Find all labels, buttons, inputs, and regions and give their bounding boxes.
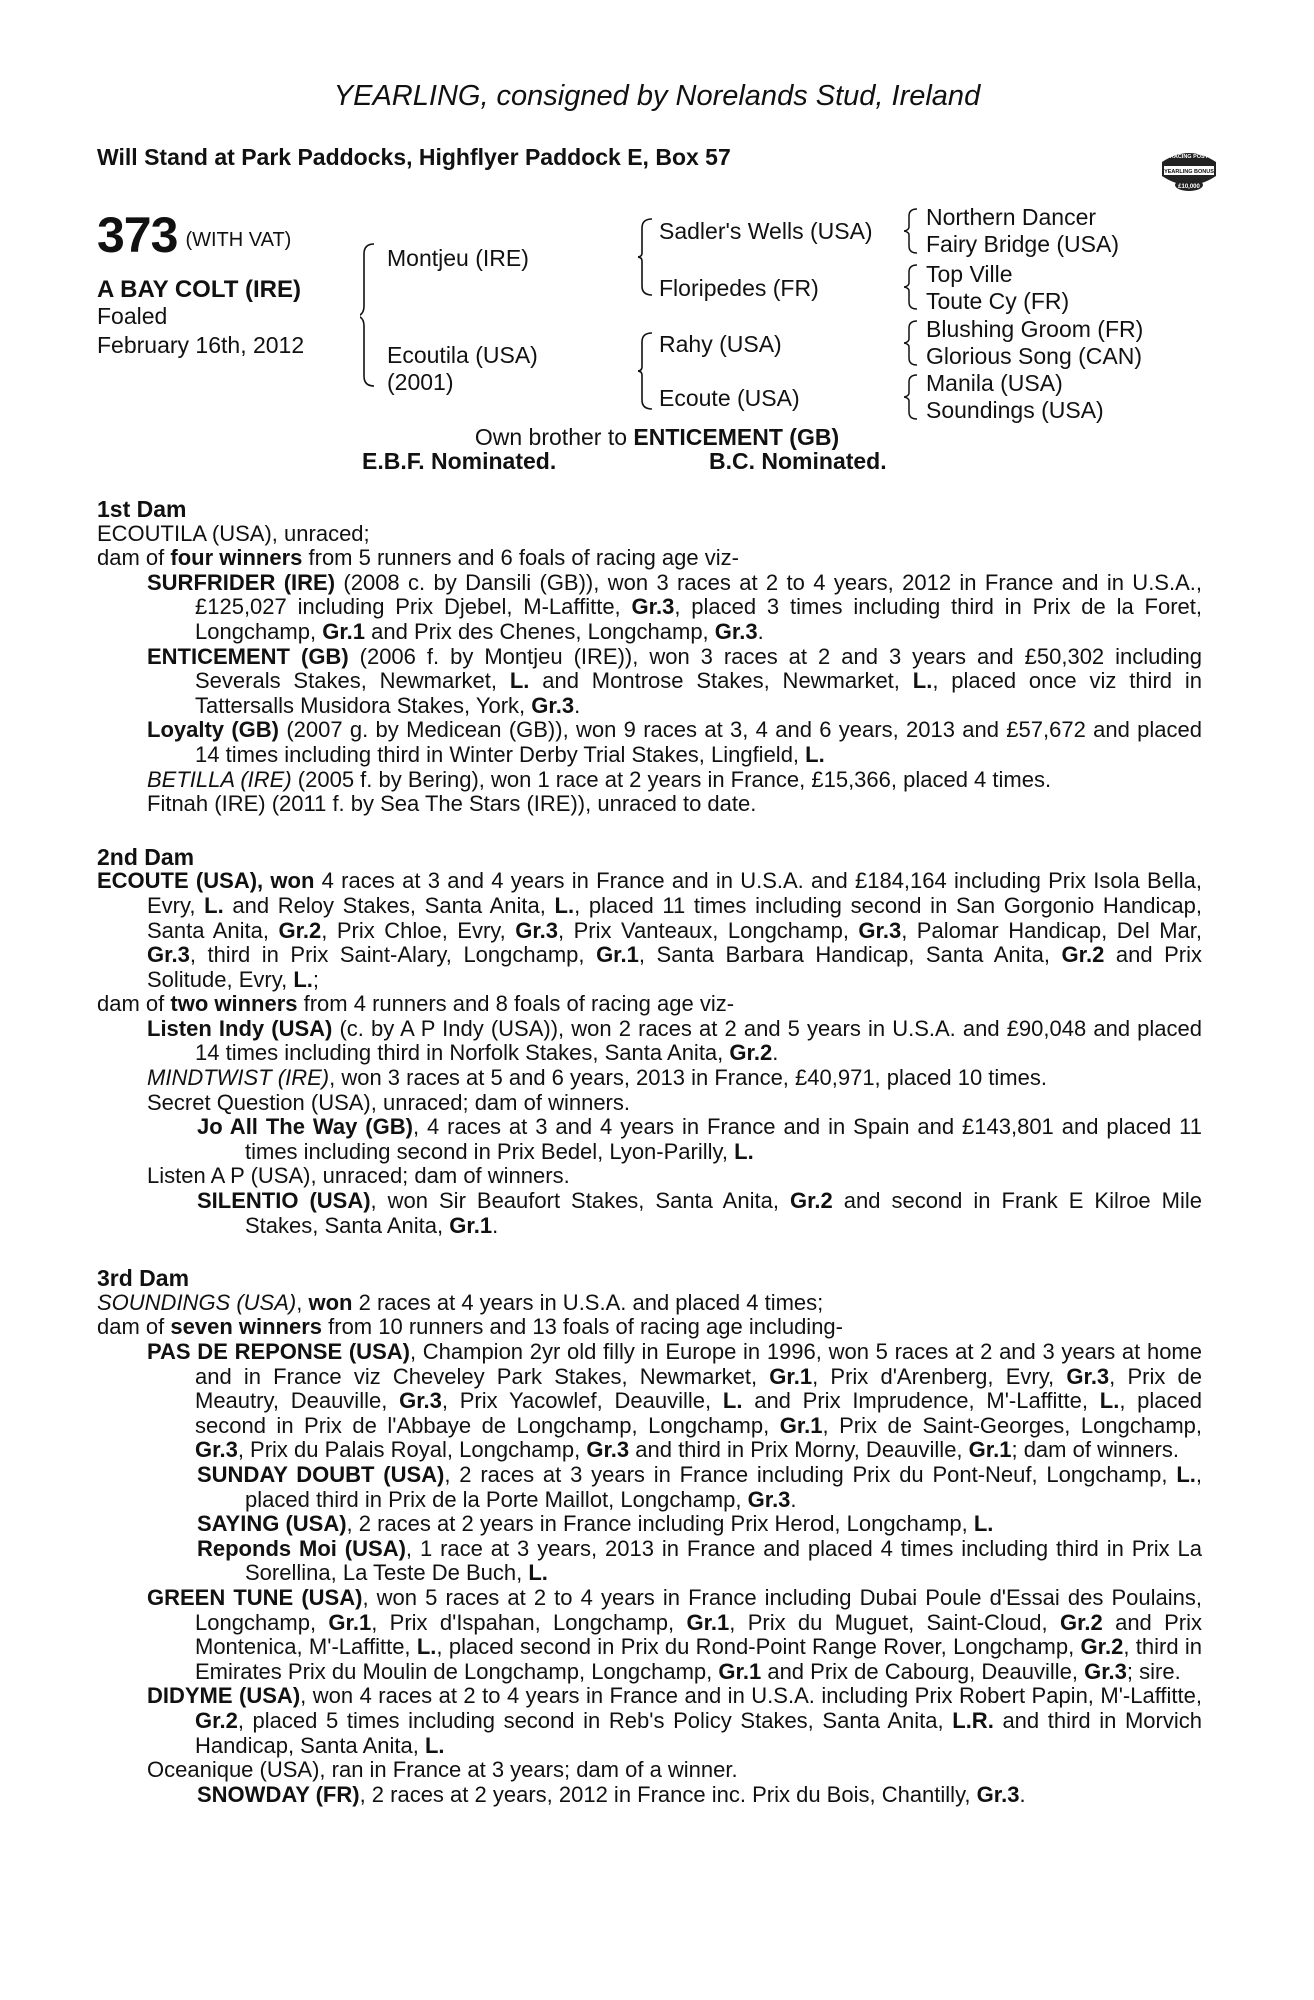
bold-text: Gr.2	[1061, 942, 1105, 968]
vat-note: (WITH VAT)	[185, 229, 292, 251]
entry-text: , Santa Barbara Handicap, Santa Anita,	[638, 942, 1062, 968]
pedigree-entry	[197, 1783, 1202, 1808]
entry-text: Secret Question (USA), unraced; dam of winners.	[147, 1089, 630, 1115]
entry-text: 4 races at 3 and 4 years in France and in U.S.A. and £184,164 including Prix Isola Bella, Evry,	[147, 868, 1202, 918]
dam-sections	[97, 497, 1202, 1807]
entry-text: and Reloy Stakes, Santa Anita,	[223, 892, 555, 918]
entry-text: and Prix des Chenes, Longchamp,	[365, 618, 715, 644]
bold-text: SILENTIO (USA)	[197, 1188, 371, 1214]
entry-text: from 10 runners and 13 foals of racing age including-	[322, 1314, 843, 1340]
bold-text: L.	[204, 892, 224, 918]
pedigree-entry	[147, 768, 1202, 793]
bold-text: L.	[805, 741, 825, 767]
dam-year: (2001)	[387, 369, 454, 395]
entry-text: , Prix d'Arenberg, Evry,	[812, 1363, 1067, 1389]
pedigree-entry	[147, 1017, 1202, 1066]
bold-text: SURFRIDER (IRE)	[147, 569, 336, 595]
bold-text: L.	[912, 668, 933, 694]
entry-text: .	[772, 1040, 779, 1066]
badge-middle-text: YEARLING BONUS	[1164, 169, 1214, 175]
bold-text: SUNDAY DOUBT (USA)	[197, 1461, 445, 1487]
bold-text: Gr.3	[1066, 1363, 1110, 1389]
bracket-generation-1	[360, 240, 380, 390]
entry-text: .	[790, 1486, 797, 1512]
entry-text: , Prix du Muguet, Saint-Cloud,	[729, 1609, 1060, 1635]
pedigree-entry	[197, 1512, 1202, 1537]
entry-text: and Prix Imprudence, M'-Laffitte,	[742, 1388, 1100, 1414]
bold-text: L.	[528, 1560, 548, 1586]
lot-number-line	[97, 206, 291, 264]
bold-text: L.	[509, 668, 530, 694]
entry-text: (c. by A P Indy (USA)), won 2 races at 2 and 5 years in U.S.A. and £90,048 and placed 14 times including third in Norfolk Stakes, Santa Anita,	[195, 1015, 1202, 1066]
badge-top-text: RACING POST	[1169, 154, 1209, 160]
bold-text: Gr.2	[1080, 1634, 1124, 1660]
pedigree-entry	[147, 718, 1202, 767]
entry-text: .	[492, 1212, 499, 1238]
great-grandsire-1: Northern Dancer	[926, 204, 1097, 230]
entry-text: and Prix Montenica, M'-Laffitte,	[195, 1609, 1203, 1660]
entry-text: , 2 races at 3 years in France including Prix du Pont-Neuf, Longchamp,	[444, 1461, 1177, 1487]
entry-text: Oceanique (USA), ran in France at 3 years; dam of a winner.	[147, 1757, 738, 1783]
entry-text: , won Sir Beaufort Stakes, Santa Anita,	[370, 1188, 790, 1214]
entry-text: , placed 11 times including second in San Gorgonio Handicap, Santa Anita,	[147, 892, 1203, 943]
great-grandsire-7: Manila (USA)	[926, 370, 1063, 396]
bold-text: seven winners	[170, 1314, 323, 1340]
entry-text: , Palomar Handicap, Del Mar,	[901, 917, 1202, 943]
sire-dam: Floripedes (FR)	[659, 275, 819, 301]
entry-text: , third in Emirates Prix du Moulin de Longchamp, Longchamp,	[195, 1634, 1202, 1684]
bold-text: L.	[722, 1388, 743, 1414]
bold-text: L.	[1176, 1461, 1196, 1487]
horse-name: A BAY COLT (IRE)	[97, 276, 302, 303]
entry-text: ;	[312, 966, 320, 992]
entry-text: , placed third in Prix de la Porte Maillot, Longchamp,	[245, 1461, 1202, 1512]
pedigree-entry	[197, 1115, 1202, 1164]
bold-text: L.	[416, 1634, 437, 1660]
entry-text: , placed once viz third in Tattersalls Musidora Stakes, York,	[195, 668, 1202, 718]
entry-text: (2008 c. by Dansili (GB)), won 3 races at 2 to 4 years, 2012 in France and in U.S.A., £125,027 including Prix Djebel, M-Laffitte,	[195, 569, 1202, 620]
bold-text: Gr.3	[147, 942, 190, 968]
pedigree-entry	[147, 1091, 1202, 1116]
own-brother-name: ENTICEMENT (GB)	[633, 424, 840, 450]
entry-text: ,	[296, 1289, 309, 1315]
entry-text: , 2 races at 2 years in France including Prix Herod, Longchamp,	[346, 1511, 974, 1537]
entry-text: , placed second in Prix de l'Abbaye de Longchamp, Longchamp,	[195, 1388, 1203, 1438]
pedigree-entry	[147, 1066, 1202, 1091]
great-grandsire-8: Soundings (USA)	[926, 397, 1104, 423]
bold-text: four winners	[170, 545, 303, 571]
sire-sire: Sadler's Wells (USA)	[659, 218, 873, 244]
entry-text: , 1 race at 3 years, 2013 in France and placed 4 times including third in Prix La Sorellina, La Teste De Buch,	[245, 1535, 1202, 1586]
entry-text: , Prix Vanteaux, Longchamp,	[558, 917, 859, 943]
dam-heading: 2nd Dam	[97, 843, 195, 870]
bold-text: Gr.1	[322, 618, 366, 644]
entry-text: , won 4 races at 2 to 4 years in France and in U.S.A. including Prix Robert Papin, M'-Laffitte,	[300, 1683, 1203, 1709]
yearling-bonus-badge	[1158, 142, 1220, 200]
bold-text: L.R.	[952, 1707, 994, 1733]
pedigree-entry	[97, 869, 1202, 992]
bold-text: SNOWDAY (FR)	[197, 1781, 360, 1807]
bold-text: ENTICEMENT (GB)	[147, 643, 349, 669]
bold-text: DIDYME (USA)	[147, 1683, 301, 1709]
entry-text: , placed 3 times including third in Prix de la Foret, Longchamp,	[195, 594, 1202, 644]
pedigree-entry	[197, 1537, 1202, 1586]
foaled-label: Foaled	[97, 303, 168, 329]
italic-text: MINDTWIST (IRE)	[147, 1065, 330, 1091]
bracket-g2	[904, 262, 922, 312]
pedigree-entry	[147, 1164, 1202, 1189]
bold-text: Gr.1	[769, 1363, 813, 1389]
entry-text: , Prix de Meautry, Deauville,	[195, 1363, 1202, 1414]
bold-text: Gr.3	[1084, 1658, 1127, 1684]
entry-text: , Prix d'Ispahan, Longchamp,	[371, 1609, 687, 1635]
bold-text: Gr.1	[596, 942, 639, 968]
entry-text: and third in Prix Morny, Deauville,	[629, 1437, 969, 1463]
dam: Ecoutila (USA)	[387, 342, 538, 368]
bold-text: L.	[424, 1732, 445, 1758]
bold-text: Gr.3	[714, 618, 758, 644]
bold-text: PAS DE REPONSE (USA)	[147, 1339, 410, 1364]
foaled-date: February 16th, 2012	[97, 332, 305, 358]
entry-text: Fitnah (IRE) (2011 f. by Sea The Stars (IRE)), unraced to date.	[147, 791, 757, 817]
pedigree-entry	[147, 1684, 1202, 1758]
bracket-g4	[904, 372, 922, 422]
entry-text: and third in Morvich Handicap, Santa Anita,	[195, 1707, 1202, 1758]
entry-text: and second in Frank E Kilroe Mile Stakes, Santa Anita,	[245, 1188, 1202, 1238]
entry-text: , Prix de Saint-Georges, Longchamp,	[822, 1412, 1202, 1438]
bold-text: L.	[1099, 1388, 1120, 1414]
entry-text: , Prix du Palais Royal, Longchamp,	[237, 1437, 587, 1463]
bold-text: Gr.3	[195, 1437, 238, 1463]
entry-text: and Prix Solitude, Evry,	[147, 942, 1202, 992]
bold-text: Gr.2	[278, 917, 322, 943]
pedigree-entry	[147, 1758, 1202, 1783]
bold-text: SAYING (USA)	[197, 1511, 347, 1537]
entry-text: , placed 5 times including second in Reb's Policy Stakes, Santa Anita,	[237, 1707, 953, 1733]
entry-text: .	[574, 692, 581, 718]
pedigree-entry	[147, 1586, 1202, 1684]
lot-number: 373	[97, 207, 178, 263]
bold-text: Listen Indy (USA)	[147, 1015, 333, 1041]
great-grandsire-4: Toute Cy (FR)	[926, 288, 1070, 314]
entry-text: , won 5 races at 2 to 4 years in France including Dubai Poule d'Essai des Poulains, Longchamp,	[195, 1584, 1202, 1635]
entry-text: dam of	[97, 991, 171, 1017]
dam-sire: Rahy (USA)	[659, 331, 782, 357]
entry-text: dam of	[97, 545, 171, 571]
bold-text: L.	[293, 966, 313, 992]
pedigree-entry	[147, 1340, 1202, 1463]
pedigree-entry	[147, 792, 1202, 817]
sire: Montjeu (IRE)	[387, 245, 529, 271]
bracket-dam-line	[638, 330, 658, 412]
entry-text: , won 3 races at 5 and 6 years, 2013 in France, £40,971, placed 10 times.	[329, 1065, 1047, 1091]
bc-nominated: B.C. Nominated.	[709, 448, 887, 474]
bold-text: ECOUTE (USA), won	[97, 868, 315, 894]
pedigree-entry	[147, 571, 1202, 645]
entry-text: , third in Prix Saint-Alary, Longchamp,	[189, 942, 597, 968]
pedigree-entry	[97, 992, 1202, 1017]
bold-text: Gr.2	[1059, 1609, 1103, 1635]
bold-text: GREEN TUNE (USA)	[147, 1584, 363, 1610]
pedigree-entry	[97, 1291, 1202, 1316]
bold-text: Gr.2	[789, 1188, 833, 1214]
bold-text: Loyalty (GB)	[147, 717, 279, 743]
badge-amount-text: £10,000	[1178, 184, 1200, 190]
bold-text: won	[308, 1289, 353, 1315]
bold-text: Gr.1	[686, 1609, 730, 1635]
entry-text: (2005 f. by Bering), won 1 race at 2 years in France, £15,366, placed 4 times.	[291, 766, 1052, 792]
bold-text: Gr.2	[729, 1040, 773, 1066]
bracket-g1	[904, 206, 922, 256]
pedigree-entry	[197, 1189, 1202, 1238]
entry-text: 2 races at 4 years in U.S.A. and placed 4 times;	[352, 1289, 824, 1315]
pedigree-entry	[97, 546, 1202, 571]
entry-text: ; dam of winners.	[1011, 1437, 1179, 1463]
italic-text: SOUNDINGS (USA)	[97, 1289, 297, 1315]
great-grandsire-2: Fairy Bridge (USA)	[926, 231, 1119, 257]
foaled-block	[97, 302, 304, 360]
entry-text: and Prix de Cabourg, Deauville,	[761, 1658, 1085, 1684]
own-brother-note	[0, 424, 1314, 451]
entry-text: , placed second in Prix du Rond-Point Range Rover, Longchamp,	[436, 1634, 1081, 1660]
entry-text: , Champion 2yr old filly in Europe in 1996, won 5 races at 2 and 3 years at home and in France viz Cheveley Park Stakes, Newmarket,	[195, 1339, 1202, 1389]
bold-text: Gr.3	[515, 917, 559, 943]
bold-text: Gr.3	[586, 1437, 630, 1463]
pedigree-entry	[147, 645, 1202, 719]
bold-text: Gr.3	[976, 1781, 1020, 1807]
bold-text: Gr.3	[858, 917, 902, 943]
entry-text: Listen A P (USA), unraced; dam of winners.	[147, 1163, 570, 1189]
entry-text: , 4 races at 3 and 4 years in France and in Spain and £143,801 and placed 11 times including second in Prix Bedel, Lyon-Parilly,	[245, 1114, 1202, 1164]
bold-text: Reponds Moi (USA)	[197, 1535, 406, 1561]
entry-text: ; sire.	[1126, 1658, 1181, 1684]
bold-text: L.	[554, 892, 575, 918]
dam-dam: Ecoute (USA)	[659, 385, 800, 411]
bold-text: Gr.1	[968, 1437, 1012, 1463]
entry-text: , Prix Yacowlef, Deauville,	[441, 1388, 723, 1414]
bold-text: Gr.1	[779, 1412, 823, 1438]
entry-text: and Montrose Stakes, Newmarket,	[529, 668, 913, 694]
great-grandsire-5: Blushing Groom (FR)	[926, 316, 1144, 342]
bold-text: Gr.3	[531, 692, 575, 718]
bold-text: Gr.3	[399, 1388, 442, 1414]
bold-text: Jo All The Way (GB)	[197, 1114, 413, 1140]
italic-text: BETILLA (IRE)	[147, 766, 292, 792]
bracket-g3	[904, 318, 922, 368]
pedigree-entry	[97, 1315, 1202, 1340]
great-grandsire-6: Glorious Song (CAN)	[926, 343, 1143, 369]
bold-text: Gr.1	[718, 1658, 762, 1684]
entry-text: ECOUTILA (USA), unraced;	[97, 520, 370, 546]
dam-heading: 3rd Dam	[97, 1265, 190, 1292]
entry-text: (2006 f. by Montjeu (IRE)), won 3 races at 2 and 3 years and £50,302 including Severals Stakes, Newmarket,	[195, 643, 1202, 694]
entry-text: , Prix Chloe, Evry,	[321, 917, 516, 943]
ebf-nominated: E.B.F. Nominated.	[362, 448, 557, 474]
bold-text: L.	[973, 1511, 994, 1537]
entry-text: (2007 g. by Medicean (GB)), won 9 races at 3, 4 and 6 years, 2013 and £57,672 and placed 14 times including third in Winter Derby Trial Stakes, Lingfield,	[195, 717, 1202, 767]
great-grandsire-3: Top Ville	[926, 261, 1013, 287]
own-brother-prefix: Own brother to	[474, 424, 634, 450]
entry-text: dam of	[97, 1314, 171, 1340]
bold-text: Gr.1	[328, 1609, 372, 1635]
pedigree-entry	[97, 522, 1202, 547]
bold-text: Gr.2	[195, 1707, 238, 1733]
page-title: YEARLING, consigned by Norelands Stud, Ireland	[333, 80, 981, 112]
entry-text: .	[757, 618, 764, 644]
entry-text: from 4 runners and 8 foals of racing age viz-	[297, 991, 735, 1017]
bold-text: Gr.3	[631, 594, 675, 620]
stand-location: Will Stand at Park Paddocks, Highflyer Paddock E, Box 57	[97, 144, 731, 170]
bold-text: Gr.3	[747, 1486, 791, 1512]
dam-heading: 1st Dam	[97, 496, 187, 522]
entry-text: from 5 runners and 6 foals of racing age viz-	[302, 545, 739, 571]
entry-text: , 2 races at 2 years, 2012 in France inc. Prix du Bois, Chantilly,	[359, 1781, 977, 1807]
pedigree-entry	[197, 1463, 1202, 1512]
bold-text: Gr.1	[449, 1212, 493, 1238]
bold-text: two winners	[170, 991, 298, 1017]
bold-text: L.	[734, 1138, 754, 1164]
entry-text: .	[1019, 1781, 1026, 1807]
bracket-sire-line	[638, 216, 658, 298]
